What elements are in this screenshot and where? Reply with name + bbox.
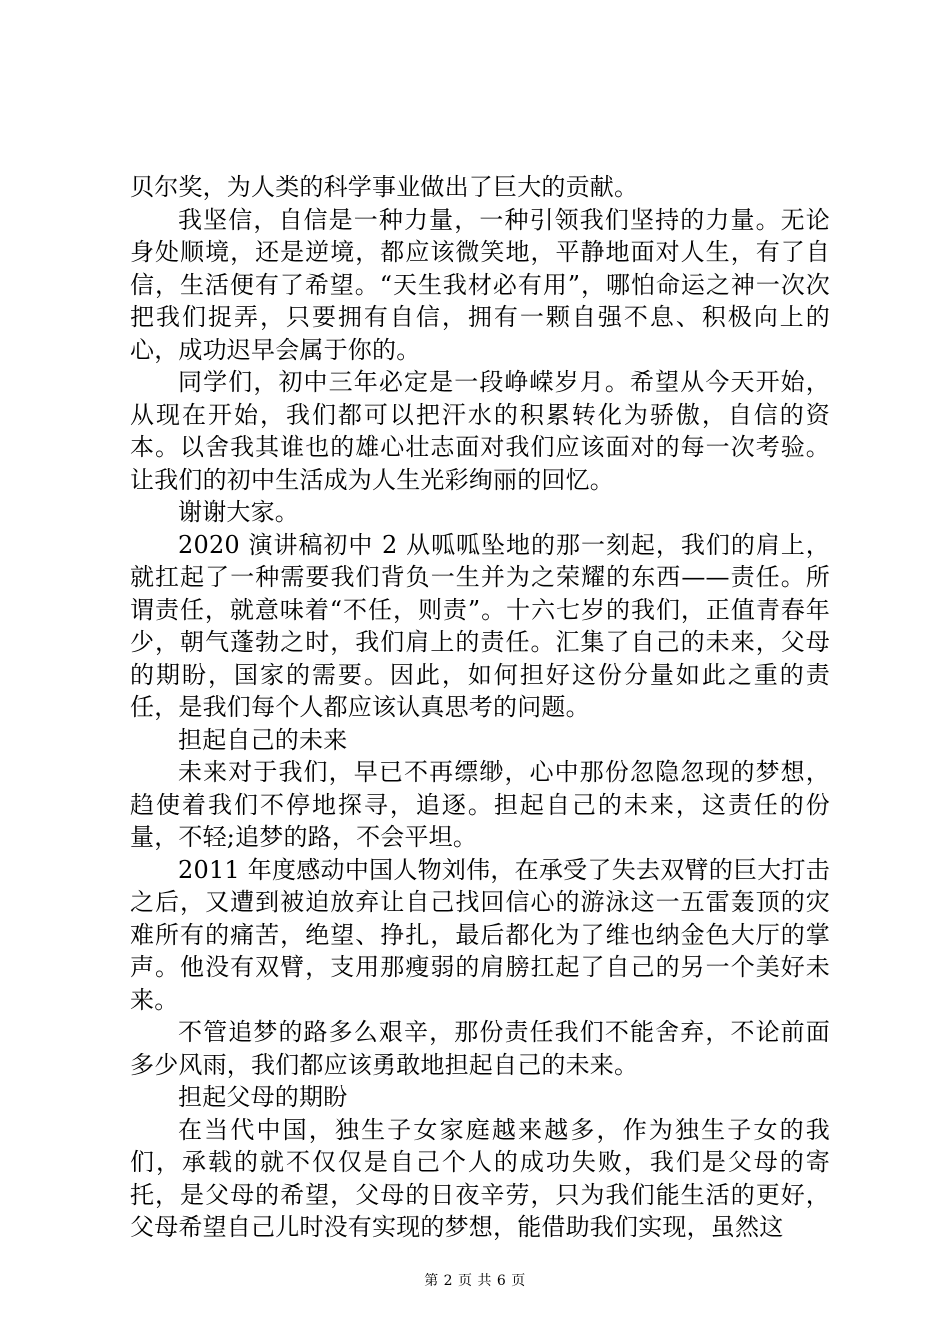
document-body (130, 171, 830, 1244)
page-footer (0, 1271, 950, 1291)
paragraph: 不管追梦的路多么艰辛，那份责任我们不能舍弃，不论前面多少风雨，我们都应该勇敢地担起自己的未来。 (130, 1018, 830, 1079)
paragraph: 我坚信，自信是一种力量，一种引领我们坚持的力量。无论身处顺境，还是逆境，都应该微笑地，平静地面对人生，有了自信，生活便有了希望。“天生我材必有用”，哪怕命运之神一次次把我们捉弄，只要拥有自信，拥有一颗自强不息、积极向上的心，成功迟早会属于你的。 (130, 205, 830, 364)
paragraph: 2020 演讲稿初中 2 从呱呱坠地的那一刻起，我们的肩上，就扛起了一种需要我们背负一生并为之荣耀的东西——责任。所谓责任，就意味着“不任，则责”。十六七岁的我们，正值青春年少，朝气蓬勃之时，我们肩上的责任。汇集了自己的未来，父母的期盼，国家的需要。因此，如何担好这份分量如此之重的责任，是我们每个人都应该认真思考的问题。 (130, 530, 830, 721)
paragraph: 谢谢大家。 (178, 498, 299, 526)
paragraph: 同学们，初中三年必定是一段峥嵘岁月。希望从今天开始，从现在开始，我们都可以把汗水的积累转化为骄傲，自信的资本。以舍我其谁也的雄心壮志面对我们应该面对的每一次考验。让我们的初中生活成为人生光彩绚丽的回忆。 (130, 368, 830, 494)
page-number-label: 第 2 页 共 6 页 (424, 1273, 526, 1289)
paragraph: 在当代中国，独生子女家庭越来越多，作为独生子女的我们，承载的就不仅仅是自己个人的成功失败，我们是父母的寄托，是父母的希望，父母的日夜辛劳，只为我们能生活的更好，父母希望自己儿时没有实现的梦想，能借助我们实现，虽然这 (130, 1115, 830, 1241)
section-heading: 担起父母的期盼 (178, 1083, 348, 1111)
paragraph: 贝尔奖，为人类的科学事业做出了巨大的贡献。 (130, 173, 639, 201)
section-heading: 担起自己的未来 (178, 725, 348, 754)
paragraph: 2011 年度感动中国人物刘伟，在承受了失去双臂的巨大打击之后，又遭到被迫放弃让自己找回信心的游泳这一五雷轰顶的灾难所有的痛苦，绝望、挣扎，最后都化为了维也纳金色大厅的掌声。他没有双臂，支用那瘦弱的肩膀扛起了自己的另一个美好未来。 (130, 855, 830, 1014)
paragraph: 未来对于我们，早已不再缥缈，心中那份忽隐忽现的梦想，趋使着我们不停地探寻，追逐。担起自己的未来，这责任的份量，不轻;追梦的路，不会平坦。 (130, 758, 830, 851)
